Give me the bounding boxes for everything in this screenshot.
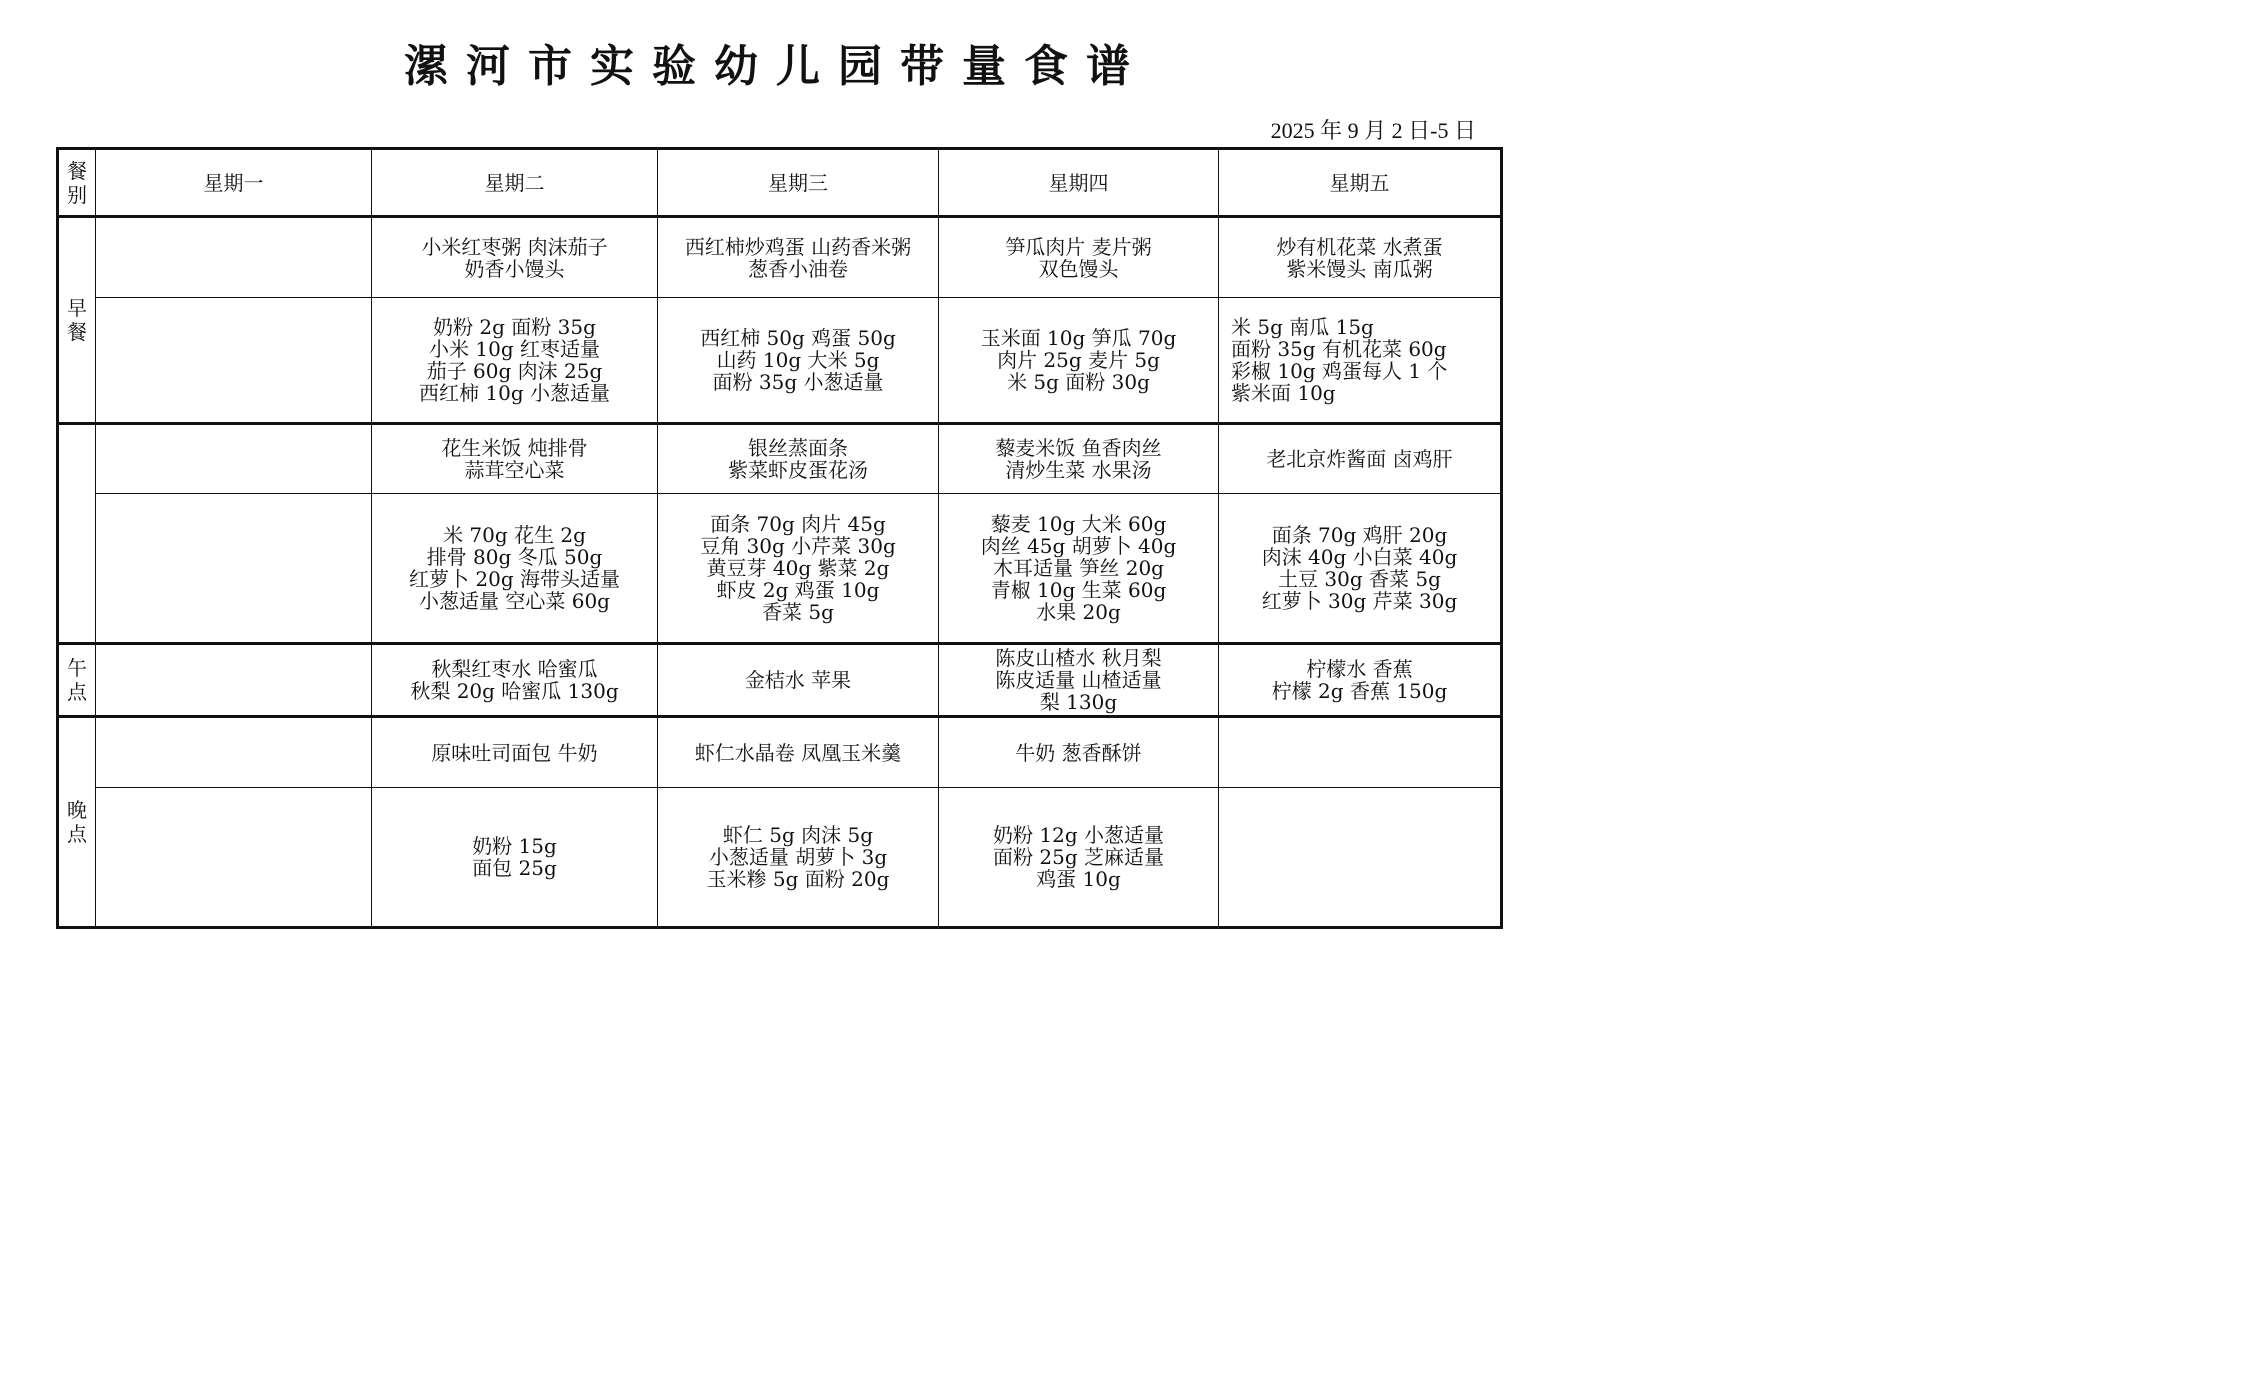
cell-dinner-dish-tue: 原味吐司面包 牛奶: [372, 717, 658, 788]
dinner-dishes-row: [58, 717, 1502, 788]
breakfast-dishes-row: [58, 217, 1502, 298]
cell-dinner-dish-thu: 牛奶 葱香酥饼: [939, 717, 1219, 788]
cell-snack-fri: 柠檬水 香蕉 柠檬 2g 香蕉 150g: [1219, 644, 1502, 717]
cell-breakfast-ingr-mon: [96, 298, 372, 424]
cell-lunch-ingr-mon: [96, 494, 372, 644]
meal-label-snack: 午点: [58, 644, 96, 717]
cell-lunch-ingr-thu: 藜麦 10g 大米 60g 肉丝 45g 胡萝卜 40g 木耳适量 笋丝 20g 青椒 10g 生菜 60g 水果 20g: [939, 494, 1219, 644]
menu-table: [56, 147, 1503, 929]
cell-snack-tue: 秋梨红枣水 哈蜜瓜 秋梨 20g 哈蜜瓜 130g: [372, 644, 658, 717]
cell-breakfast-dish-thu: 笋瓜肉片 麦片粥 双色馒头: [939, 217, 1219, 298]
day-header-fri: 星期五: [1219, 149, 1502, 217]
cell-breakfast-dish-mon: [96, 217, 372, 298]
dinner-ingredients-row: [58, 788, 1502, 928]
cell-breakfast-ingr-tue: 奶粉 2g 面粉 35g 小米 10g 红枣适量 茄子 60g 肉沫 25g 西红柿 10g 小葱适量: [372, 298, 658, 424]
page-title: 漯河市实验幼儿园带量食谱: [404, 41, 1148, 92]
day-header-tue: 星期二: [372, 149, 658, 217]
header-row: [58, 149, 1502, 217]
cell-lunch-dish-wed: 银丝蒸面条 紫菜虾皮蛋花汤: [658, 424, 939, 494]
cell-breakfast-dish-tue: 小米红枣粥 肉沫茄子 奶香小馒头: [372, 217, 658, 298]
cell-dinner-dish-fri: [1219, 717, 1502, 788]
cell-lunch-dish-thu: 藜麦米饭 鱼香肉丝 清炒生菜 水果汤: [939, 424, 1219, 494]
meal-label-lunch: [58, 424, 96, 644]
cell-breakfast-ingr-thu: 玉米面 10g 笋瓜 70g 肉片 25g 麦片 5g 米 5g 面粉 30g: [939, 298, 1219, 424]
cell-dinner-ingr-wed: 虾仁 5g 肉沫 5g 小葱适量 胡萝卜 3g 玉米糁 5g 面粉 20g: [658, 788, 939, 928]
cell-breakfast-ingr-fri: 米 5g 南瓜 15g 面粉 35g 有机花菜 60g 彩椒 10g 鸡蛋每人 1 个 紫米面 10g: [1219, 298, 1502, 424]
cell-dinner-ingr-mon: [96, 788, 372, 928]
cell-dinner-dish-wed: 虾仁水晶卷 凤凰玉米羹: [658, 717, 939, 788]
meal-column-header: 餐别: [58, 149, 96, 217]
date-range: 2025 年 9 月 2 日-5 日: [1270, 118, 1476, 143]
cell-snack-mon: [96, 644, 372, 717]
cell-dinner-ingr-fri: [1219, 788, 1502, 928]
cell-dinner-ingr-tue: 奶粉 15g 面包 25g: [372, 788, 658, 928]
cell-lunch-dish-fri: 老北京炸酱面 卤鸡肝: [1219, 424, 1502, 494]
cell-lunch-dish-mon: [96, 424, 372, 494]
cell-breakfast-dish-wed: 西红柿炒鸡蛋 山药香米粥 葱香小油卷: [658, 217, 939, 298]
day-header-wed: 星期三: [658, 149, 939, 217]
lunch-ingredients-row: [58, 494, 1502, 644]
day-header-mon: 星期一: [96, 149, 372, 217]
cell-breakfast-ingr-wed: 西红柿 50g 鸡蛋 50g 山药 10g 大米 5g 面粉 35g 小葱适量: [658, 298, 939, 424]
cell-lunch-ingr-tue: 米 70g 花生 2g 排骨 80g 冬瓜 50g 红萝卜 20g 海带头适量 小葱适量 空心菜 60g: [372, 494, 658, 644]
cell-snack-wed: 金桔水 苹果: [658, 644, 939, 717]
meal-label-breakfast: 早餐: [58, 217, 96, 424]
cell-lunch-dish-tue: 花生米饭 炖排骨 蒜茸空心菜: [372, 424, 658, 494]
cell-dinner-ingr-thu: 奶粉 12g 小葱适量 面粉 25g 芝麻适量 鸡蛋 10g: [939, 788, 1219, 928]
cell-breakfast-dish-fri: 炒有机花菜 水煮蛋 紫米馒头 南瓜粥: [1219, 217, 1502, 298]
cell-snack-thu: 陈皮山楂水 秋月梨 陈皮适量 山楂适量 梨 130g: [939, 644, 1219, 717]
lunch-dishes-row: [58, 424, 1502, 494]
snack-row: [58, 644, 1502, 717]
cell-lunch-ingr-fri: 面条 70g 鸡肝 20g 肉沫 40g 小白菜 40g 土豆 30g 香菜 5g 红萝卜 30g 芹菜 30g: [1219, 494, 1502, 644]
cell-dinner-dish-mon: [96, 717, 372, 788]
cell-lunch-ingr-wed: 面条 70g 肉片 45g 豆角 30g 小芹菜 30g 黄豆芽 40g 紫菜 2g 虾皮 2g 鸡蛋 10g 香菜 5g: [658, 494, 939, 644]
day-header-thu: 星期四: [939, 149, 1219, 217]
meal-label-dinner: 晚点: [58, 717, 96, 928]
breakfast-ingredients-row: [58, 298, 1502, 424]
